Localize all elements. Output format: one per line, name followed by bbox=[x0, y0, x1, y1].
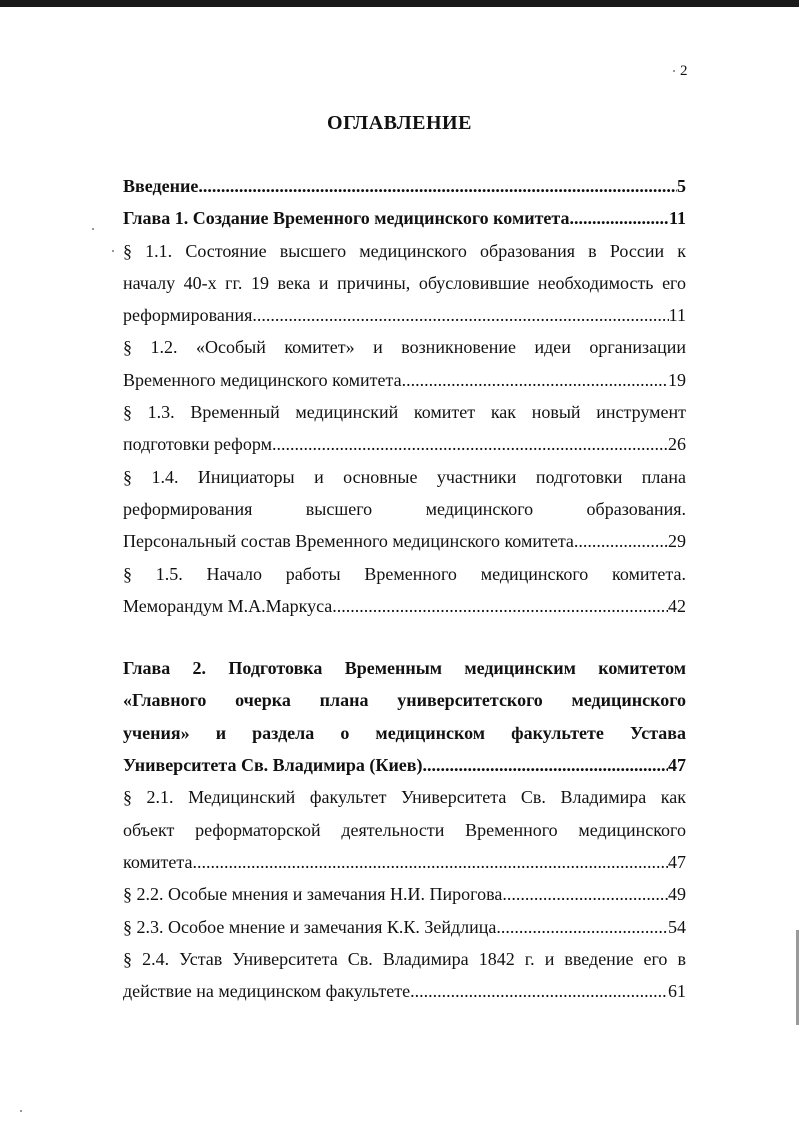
toc-page-number: 29 bbox=[668, 531, 686, 552]
dot-leader bbox=[410, 975, 668, 1007]
toc-line bbox=[123, 878, 686, 910]
scan-speck bbox=[92, 228, 94, 230]
toc-line bbox=[123, 299, 686, 331]
toc-line: Глава 2. Подготовка Временным медицинским комитетом bbox=[123, 658, 686, 679]
toc-line: § 2.1. Медицинский факультет Университета Св. Владимира как bbox=[123, 787, 686, 808]
scan-top-border bbox=[0, 0, 799, 7]
toc-entry-text: § 2.2. Особые мнения и замечания Н.И. Пирогова bbox=[123, 884, 503, 905]
toc-page-number: 11 bbox=[668, 208, 686, 229]
toc-entry-text: действие на медицинском факультете bbox=[123, 981, 411, 1002]
toc-page-number: 11 bbox=[668, 305, 686, 326]
toc-entry-text: Введение bbox=[123, 176, 199, 196]
toc-entry-text: Меморандум М.А.Маркуса bbox=[123, 595, 333, 616]
toc-page-number: 42 bbox=[668, 595, 686, 616]
toc-page-number: 5 bbox=[677, 176, 686, 196]
toc-page-number: 19 bbox=[668, 369, 686, 390]
toc-entry-text: Университета Св. Владимира (Киев) bbox=[123, 755, 423, 776]
toc-line bbox=[123, 170, 686, 202]
toc-line bbox=[123, 749, 686, 781]
toc-entry-text: Временного медицинского комитета bbox=[123, 369, 402, 390]
toc-entry-text: реформирования bbox=[123, 305, 253, 326]
toc-entry-text: § 2.3. Особое мнение и замечания К.К. Зейдлица bbox=[123, 916, 497, 937]
toc-line: § 2.4. Устав Университета Св. Владимира 1842 г. и введение его в bbox=[123, 948, 686, 969]
page-number: 2 bbox=[680, 63, 688, 79]
toc-line bbox=[123, 975, 686, 1007]
toc-page-number: 61 bbox=[668, 981, 686, 1002]
dot-leader bbox=[272, 428, 668, 460]
toc-line: учения» и раздела о медицинском факультете Устава bbox=[123, 722, 686, 743]
toc-line bbox=[123, 846, 686, 878]
dot-leader bbox=[252, 299, 668, 331]
toc-line: § 1.1. Состояние высшего медицинского образования в России к bbox=[123, 240, 686, 261]
scan-speck bbox=[112, 250, 114, 252]
toc-line: § 1.4. Инициаторы и основные участники подготовки плана bbox=[123, 466, 686, 487]
toc-line: объект реформаторской деятельности Временного медицинского bbox=[123, 819, 686, 840]
toc-line: «Главного очерка плана университетского медицинского bbox=[123, 690, 686, 711]
toc-entry-text: Глава 1. Создание Временного медицинского комитета bbox=[123, 208, 570, 229]
dot-leader bbox=[496, 911, 668, 943]
toc-line: § 1.3. Временный медицинский комитет как новый инструмент bbox=[123, 402, 686, 423]
toc-line bbox=[123, 525, 686, 557]
toc-line bbox=[123, 590, 686, 622]
page-title: ОГЛАВЛЕНИЕ bbox=[327, 112, 472, 134]
dot-leader bbox=[574, 525, 668, 557]
toc-page-number: 26 bbox=[668, 434, 686, 455]
dot-leader bbox=[423, 749, 668, 781]
toc-entry-text: комитета bbox=[123, 851, 193, 872]
toc-line bbox=[123, 364, 686, 396]
toc-line: реформирования высшего медицинского образования. bbox=[123, 498, 686, 519]
table-of-contents bbox=[123, 170, 686, 1007]
dot-leader bbox=[332, 590, 668, 622]
toc-line bbox=[123, 202, 686, 234]
toc-line: § 1.5. Начало работы Временного медицинского комитета. bbox=[123, 563, 686, 584]
dot-leader bbox=[569, 202, 669, 234]
dot-leader bbox=[402, 364, 668, 396]
toc-line: началу 40-х гг. 19 века и причины, обусловившие необходимость его bbox=[123, 272, 686, 293]
toc-entry-text: подготовки реформ bbox=[123, 434, 272, 455]
dot-leader bbox=[198, 170, 677, 202]
toc-page-number: 49 bbox=[668, 884, 686, 905]
toc-page-number: 54 bbox=[668, 916, 686, 937]
toc-entry-text: Персональный состав Временного медицинского комитета bbox=[123, 531, 574, 552]
toc-line bbox=[123, 428, 686, 460]
scan-speck bbox=[673, 70, 675, 72]
scan-speck bbox=[20, 1110, 22, 1112]
toc-page-number: 47 bbox=[668, 851, 686, 872]
toc-line bbox=[123, 911, 686, 943]
toc-page-number: 47 bbox=[668, 755, 686, 776]
dot-leader bbox=[502, 878, 668, 910]
dot-leader bbox=[192, 846, 668, 878]
toc-line: § 1.2. «Особый комитет» и возникновение идеи организации bbox=[123, 337, 686, 358]
